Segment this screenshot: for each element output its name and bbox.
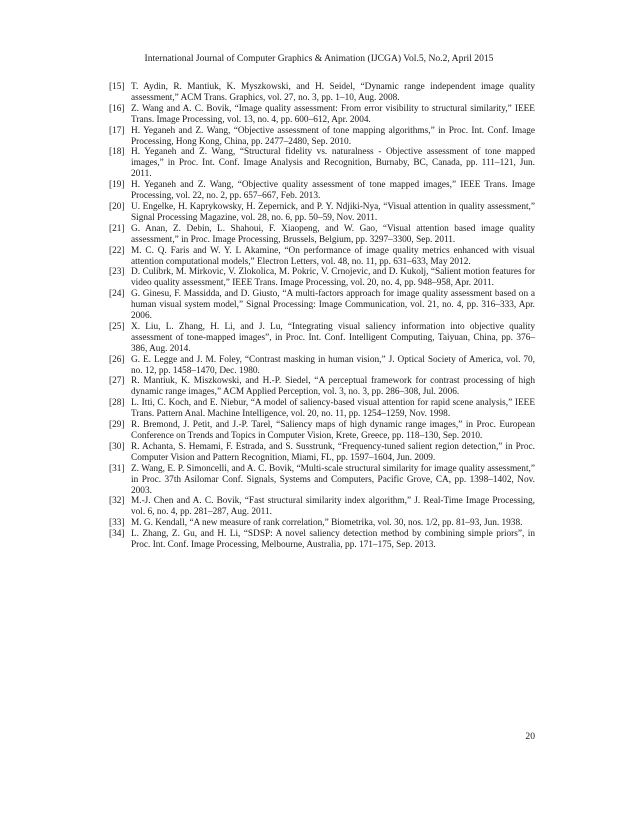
reference-text: L. Itti, C. Koch, and E. Niebur, “A model of saliency-based visual attention for rapid scene analysis,” IEEE Trans. Pattern Anal. Machine Intelligence, vol. 20, no. 11, pp. 1254–1259, Nov. 1998. <box>131 398 535 420</box>
reference-number: [28] <box>109 398 125 409</box>
reference-number: [30] <box>109 441 125 452</box>
reference-number: [19] <box>109 180 125 191</box>
running-header: International Journal of Computer Graphics & Animation (IJCGA) Vol.5, No.2, April 2015 <box>144 53 494 64</box>
reference-number: [25] <box>109 321 125 332</box>
reference-number: [32] <box>109 496 125 507</box>
reference-number: [29] <box>109 420 125 431</box>
reference-number: [21] <box>109 223 125 234</box>
reference-entry <box>109 289 535 322</box>
page-number: 20 <box>525 731 535 742</box>
reference-text: G. Anan, Z. Debin, L. Shahoui, F. Xiaopeng, and W. Gao, “Visual attention based image quality assessment,” in Proc. Image Processing, Brussels, Belgium, pp. 3297–3300, Sep. 2011. <box>131 223 535 245</box>
reference-number: [31] <box>109 463 125 474</box>
reference-text: L. Zhang, Z. Gu, and H. Li, “SDSP: A novel saliency detection method by combining simple priors”, in Proc. Int. Conf. Image Processing, Melbourne, Australia, pp. 171–175, Sep. 2013. <box>131 529 535 551</box>
reference-number: [26] <box>109 354 125 365</box>
reference-entry <box>109 147 535 180</box>
reference-text: Z. Wang, E. P. Simoncelli, and A. C. Bovik, “Multi-scale structural similarity for image quality assessment,” in Proc. 37th Asilomar Conf. Signals, Systems and Computers, Pacific Grove, CA, pp. 1398–1402, Nov. 2003. <box>131 463 535 496</box>
reference-list <box>109 82 535 551</box>
reference-number: [16] <box>109 103 125 114</box>
reference-entry <box>109 398 535 420</box>
reference-text: G. E. Legge and J. M. Foley, “Contrast masking in human vision,” J. Optical Society of America, vol. 70, no. 12, pp. 1458–1470, Dec. 1980. <box>131 354 535 376</box>
reference-number: [33] <box>109 518 125 529</box>
reference-entry <box>109 126 535 148</box>
reference-text: Z. Wang and A. C. Bovik, “Image quality assessment: From error visibility to structural similarity,” IEEE Trans. Image Processing, vol. 13, no. 4, pp. 600–612, Apr. 2004. <box>131 103 535 125</box>
reference-text: H. Yeganeh and Z. Wang, “Structural fidelity vs. naturalness - Objective assessment of tone mapped images,” in Proc. Int. Conf. Image Analysis and Recognition, Burnaby, BC, Canada, pp. 111–121, Jun. 2011. <box>131 147 535 180</box>
reference-text: R. Achanta, S. Hemami, F. Estrada, and S. Susstrunk, “Frequency-tuned salient region detection,” in Proc. Computer Vision and Pattern Recognition, Miami, FL, pp. 1597–1604, Jun. 2009. <box>131 441 535 463</box>
reference-text: D. Culibrk, M. Mirkovic, V. Zlokolica, M. Pokric, V. Crnojevic, and D. Kukolj, “Salient motion features for video quality assessment,” IEEE Trans. Image Processing, vol. 20, no. 4, pp. 948–958, Apr. 2011. <box>131 267 535 289</box>
reference-number: [15] <box>109 82 125 92</box>
reference-entry <box>109 420 535 442</box>
reference-entry <box>109 180 535 202</box>
reference-entry <box>109 442 535 464</box>
reference-number: [22] <box>109 245 125 256</box>
reference-number: [20] <box>109 201 125 212</box>
reference-text: M.-J. Chen and A. C. Bovik, “Fast structural similarity index algorithm,” J. Real-Time Image Processing, vol. 6, no. 4, pp. 281–287, Aug. 2011. <box>131 496 535 518</box>
reference-text: H. Yeganeh and Z. Wang, “Objective quality assessment of tone mapped images,” IEEE Trans. Image Processing, vol. 22, no. 2, pp. 657–667, Feb. 2013. <box>131 180 535 202</box>
reference-number: [27] <box>109 376 125 387</box>
reference-entry <box>109 496 535 518</box>
reference-entry <box>109 322 535 355</box>
reference-entry <box>109 518 535 529</box>
reference-text: M. G. Kendall, “A new measure of rank correlation,” Biometrika, vol. 30, nos. 1/2, pp. 81–93, Jun. 1938. <box>131 518 523 529</box>
reference-number: [34] <box>109 529 125 540</box>
reference-entry <box>109 82 535 104</box>
reference-number: [18] <box>109 147 125 158</box>
reference-entry <box>109 267 535 289</box>
reference-entry <box>109 376 535 398</box>
reference-text: U. Engelke, H. Kaprykowsky, H. Zepernick, and P. Y. Ndjiki-Nya, “Visual attention in quality assessment,” Signal Processing Magazine, vol. 28, no. 6, pp. 50–59, Nov. 2011. <box>131 201 535 223</box>
reference-number: [23] <box>109 267 125 278</box>
reference-entry <box>109 464 535 497</box>
reference-number: [17] <box>109 125 125 136</box>
reference-text: M. C. Q. Faris and W. Y. L Akamine, “On performance of image quality metrics enhanced with visual attention computational models,” Electron Letters, vol. 48, no. 11, pp. 631–633, May 2012. <box>131 245 535 267</box>
reference-entry <box>109 246 535 268</box>
reference-text: R. Bremond, J. Petit, and J.-P. Tarel, “Saliency maps of high dynamic range images,” in Proc. European Conference on Trends and Topics in Computer Vision, Krete, Greece, pp. 118–130, Sep. 2010. <box>131 420 535 441</box>
reference-entry <box>109 202 535 224</box>
reference-number: [24] <box>109 289 125 300</box>
reference-text: G. Ginesu, F. Massidda, and D. Giusto, “A multi-factors approach for image quality assessment based on a human visual system model,” Signal Processing: Image Communication, vol. 21, no. 4, pp. 316–333, Apr. 2006. <box>131 289 535 322</box>
reference-text: H. Yeganeh and Z. Wang, “Objective assessment of tone mapping algorithms,” in Proc. Int. Conf. Image Processing, Hong Kong, China, pp. 2477–2480, Sep. 2010. <box>131 125 535 147</box>
reference-text: T. Aydin, R. Mantiuk, K. Myszkowski, and H. Seidel, “Dynamic range independent image quality assessment,” ACM Trans. Graphics, vol. 27, no. 3, pp. 1–10, Aug. 2008. <box>131 82 535 103</box>
reference-text: X. Liu, L. Zhang, H. Li, and J. Lu, “Integrating visual saliency information into objective quality assessment of tone-mapped images”, in Proc. Int. Conf. Intelligent Computing, Taiyuan, China, pp. 376–386, Aug. 2014. <box>131 321 535 354</box>
reference-entry <box>109 529 535 551</box>
reference-entry <box>109 104 535 126</box>
reference-entry <box>109 224 535 246</box>
reference-entry <box>109 355 535 377</box>
reference-text: R. Mantiuk, K. Miszkowski, and H.-P. Siedel, “A perceptual framework for contrast processing of high dynamic range images,” ACM Applied Perception, vol. 3, no. 3, pp. 286–308, Jul. 2006. <box>131 376 535 398</box>
